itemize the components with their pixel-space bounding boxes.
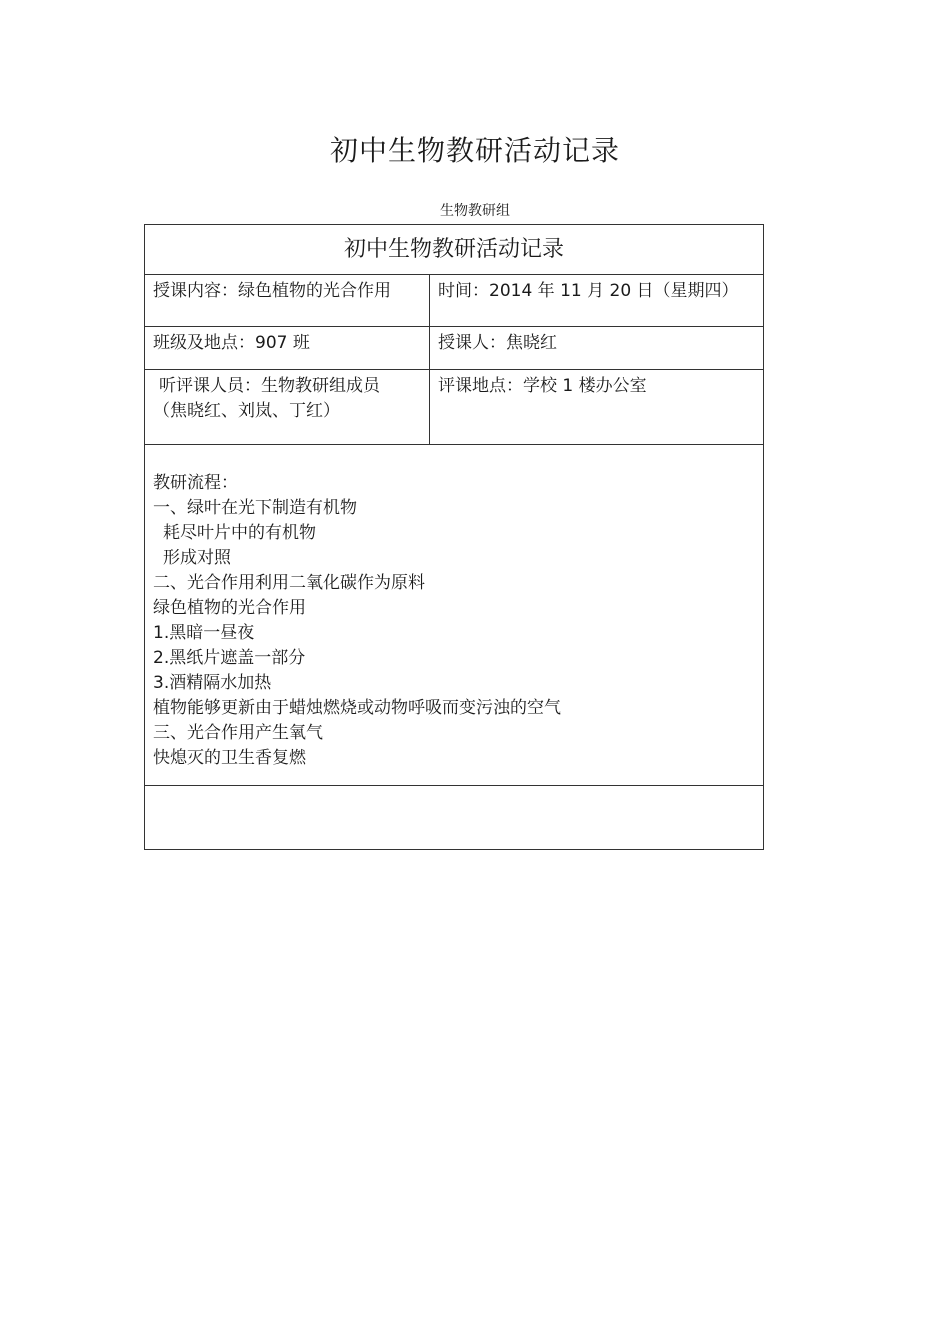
review-location: 评课地点：学校 1 楼办公室 — [438, 376, 647, 396]
teacher-cell — [430, 327, 764, 370]
flow-line: 1.黑暗一昼夜 — [153, 623, 255, 643]
course-content: 授课内容：绿色植物的光合作用 — [153, 281, 391, 301]
review-location-cell — [430, 370, 764, 445]
flow-line: 形成对照 — [163, 548, 231, 568]
flow-heading: 教研流程： — [153, 473, 238, 493]
course-content-cell — [145, 275, 430, 327]
group-label: 生物教研组 — [440, 203, 510, 219]
flow-line: 二、光合作用利用二氧化碳作为原料 — [153, 573, 425, 593]
time: 时间：2014 年 11 月 20 日（星期四） — [438, 281, 739, 301]
flow-cell — [145, 445, 764, 786]
attendees-line: 听评课人员：生物教研组成员 — [159, 376, 380, 396]
page-title: 初中生物教研活动记录 — [329, 134, 620, 167]
table-heading: 初中生物教研活动记录 — [145, 225, 764, 275]
flow-line: 植物能够更新由于蜡烛燃烧或动物呼吸而变污浊的空气 — [153, 698, 561, 718]
empty-cell — [145, 786, 764, 850]
flow-line: 耗尽叶片中的有机物 — [163, 523, 316, 543]
flow-line: 3.酒精隔水加热 — [153, 673, 272, 693]
flow-content — [145, 445, 763, 771]
flow-line: 三、光合作用产生氧气 — [153, 723, 323, 743]
attendees-cell — [145, 370, 430, 445]
flow-line: 绿色植物的光合作用 — [153, 598, 306, 618]
record-table — [144, 224, 764, 850]
flow-line: 一、绿叶在光下制造有机物 — [153, 498, 357, 518]
class-location: 班级及地点：907 班 — [153, 333, 310, 353]
teacher: 授课人：焦晓红 — [438, 333, 557, 353]
attendees-names: （焦晓红、刘岚、丁红） — [153, 401, 340, 421]
class-location-cell — [145, 327, 430, 370]
flow-line: 快熄灭的卫生香复燃 — [153, 748, 306, 768]
time-cell — [430, 275, 764, 327]
flow-line: 2.黑纸片遮盖一部分 — [153, 648, 306, 668]
